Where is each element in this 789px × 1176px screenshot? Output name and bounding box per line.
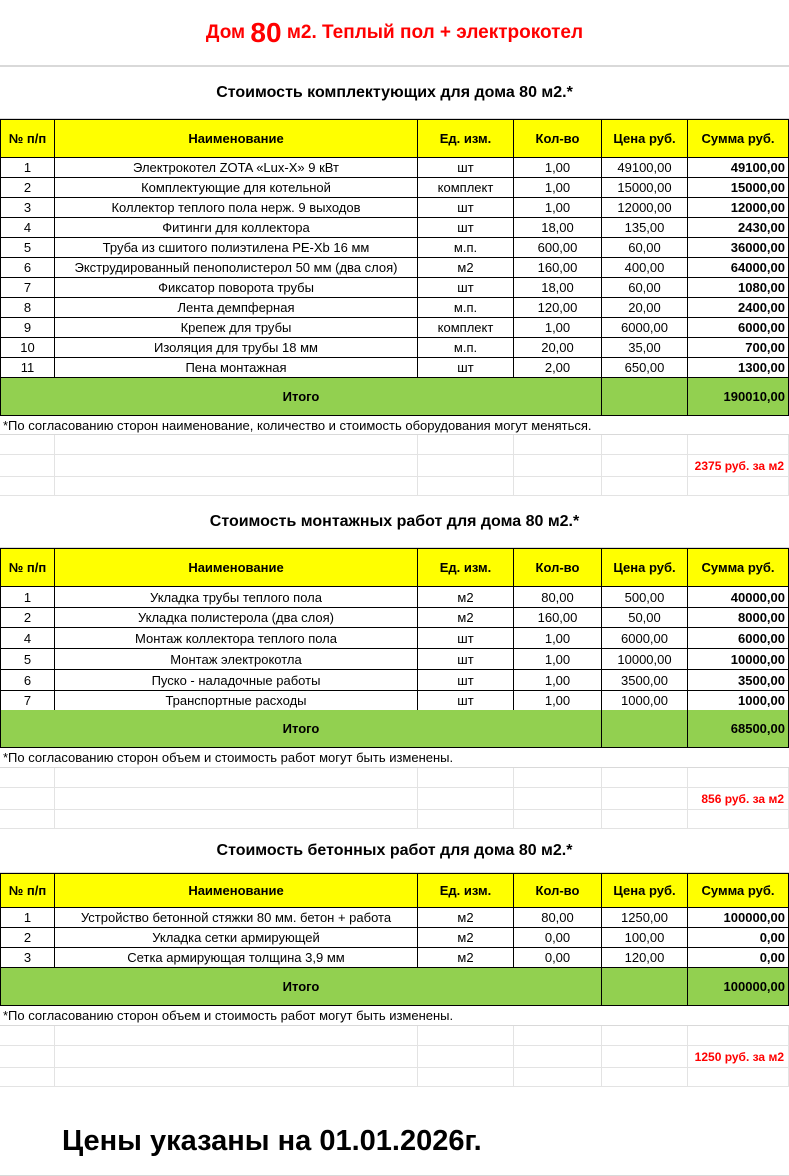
cell-qty: 18,00 bbox=[514, 218, 602, 238]
total-row bbox=[0, 710, 789, 748]
table-row bbox=[0, 178, 789, 198]
blank-cell bbox=[418, 1026, 514, 1046]
cell-qty: 120,00 bbox=[514, 298, 602, 318]
cell-price: 15000,00 bbox=[602, 178, 688, 198]
blank-cell bbox=[55, 477, 418, 496]
table-header bbox=[0, 873, 789, 908]
total-label: Итого bbox=[0, 378, 602, 416]
blank-cell bbox=[514, 1068, 602, 1087]
cell-qty: 2,00 bbox=[514, 358, 602, 378]
total-empty-cell bbox=[602, 968, 688, 1006]
cell-unit: шт bbox=[418, 628, 514, 649]
footnote: *По согласованию сторон объем и стоимость работ могут быть изменены. bbox=[0, 1006, 789, 1026]
price-date-note: Цены указаны на 01.01.2026г. bbox=[0, 1107, 789, 1176]
column-header-name: Наименование bbox=[55, 548, 418, 587]
table-row bbox=[0, 928, 789, 948]
cell-sum: 10000,00 bbox=[688, 649, 789, 670]
title-prefix: Дом bbox=[205, 21, 246, 43]
column-header-price: Цена руб. bbox=[602, 873, 688, 908]
blank-cell bbox=[55, 435, 418, 455]
cell-sum: 1000,00 bbox=[688, 691, 789, 711]
section-title: Стоимость монтажных работ для дома 80 м2.* bbox=[0, 496, 789, 548]
blank-cell bbox=[418, 435, 514, 455]
cell-unit: шт bbox=[418, 670, 514, 691]
blank-cell bbox=[602, 477, 688, 496]
footer-row bbox=[0, 1107, 789, 1176]
blank-cell bbox=[514, 455, 602, 477]
blank-cell bbox=[688, 768, 789, 788]
table-row bbox=[0, 338, 789, 358]
cell-name: Изоляция для трубы 18 мм bbox=[55, 338, 418, 358]
column-header-qty: Кол-во bbox=[514, 548, 602, 587]
cell-price: 100,00 bbox=[602, 928, 688, 948]
blank-cell bbox=[55, 1068, 418, 1087]
cell-unit: шт bbox=[418, 198, 514, 218]
per-m2-row bbox=[0, 788, 789, 810]
total-label: Итого bbox=[0, 968, 602, 1006]
cell-n: 3 bbox=[0, 198, 55, 218]
blank-cell bbox=[602, 788, 688, 810]
cell-qty: 1,00 bbox=[514, 670, 602, 691]
blank-cell bbox=[418, 810, 514, 829]
cell-sum: 1300,00 bbox=[688, 358, 789, 378]
cell-qty: 600,00 bbox=[514, 238, 602, 258]
cell-sum: 12000,00 bbox=[688, 198, 789, 218]
blank-cell bbox=[418, 768, 514, 788]
per-m2-price: 1250 руб. за м2 bbox=[688, 1046, 789, 1068]
cell-name: Фитинги для коллектора bbox=[55, 218, 418, 238]
cell-unit: м2 bbox=[418, 608, 514, 628]
table-header bbox=[0, 548, 789, 587]
blank-cell bbox=[602, 768, 688, 788]
cell-price: 1000,00 bbox=[602, 691, 688, 711]
blank-row bbox=[0, 1026, 789, 1046]
blank-cell bbox=[55, 810, 418, 829]
cell-sum: 15000,00 bbox=[688, 178, 789, 198]
cell-price: 650,00 bbox=[602, 358, 688, 378]
cell-unit: м.п. bbox=[418, 338, 514, 358]
cell-qty: 160,00 bbox=[514, 258, 602, 278]
table-row bbox=[0, 318, 789, 338]
cell-name: Крепеж для трубы bbox=[55, 318, 418, 338]
table-row bbox=[0, 587, 789, 608]
blank-cell bbox=[602, 1046, 688, 1068]
blank-cell bbox=[0, 477, 55, 496]
table-row bbox=[0, 278, 789, 298]
cell-qty: 1,00 bbox=[514, 318, 602, 338]
cell-name: Комплектующие для котельной bbox=[55, 178, 418, 198]
cell-unit: комплект bbox=[418, 318, 514, 338]
blank-row bbox=[0, 435, 789, 455]
total-empty-cell bbox=[602, 378, 688, 416]
cell-name: Монтаж коллектора теплого пола bbox=[55, 628, 418, 649]
blank-cell bbox=[602, 455, 688, 477]
table-row bbox=[0, 948, 789, 968]
table-row bbox=[0, 158, 789, 178]
cell-unit: шт bbox=[418, 691, 514, 711]
cell-qty: 1,00 bbox=[514, 628, 602, 649]
column-header-name: Наименование bbox=[55, 873, 418, 908]
blank-cell bbox=[0, 788, 55, 810]
blank-row bbox=[0, 1068, 789, 1087]
cell-sum: 0,00 bbox=[688, 948, 789, 968]
section-title-row bbox=[0, 829, 789, 873]
cell-qty: 1,00 bbox=[514, 178, 602, 198]
blank-cell bbox=[514, 435, 602, 455]
cell-qty: 1,00 bbox=[514, 649, 602, 670]
column-header-num: № п/п bbox=[0, 119, 55, 158]
column-header-sum: Сумма руб. bbox=[688, 119, 789, 158]
blank-cell bbox=[602, 1026, 688, 1046]
cell-name: Сетка армирующая толщина 3,9 мм bbox=[55, 948, 418, 968]
column-header-num: № п/п bbox=[0, 548, 55, 587]
section-title: Стоимость комплектующих для дома 80 м2.* bbox=[0, 66, 789, 119]
blank-cell bbox=[602, 1068, 688, 1087]
cell-unit: м.п. bbox=[418, 238, 514, 258]
column-header-sum: Сумма руб. bbox=[688, 873, 789, 908]
cell-unit: м2 bbox=[418, 587, 514, 608]
table-row bbox=[0, 258, 789, 278]
blank-row bbox=[0, 477, 789, 496]
cell-unit: м2 bbox=[418, 928, 514, 948]
total-label: Итого bbox=[0, 710, 602, 748]
column-header-num: № п/п bbox=[0, 873, 55, 908]
cell-name: Пуско - наладочные работы bbox=[55, 670, 418, 691]
table-row bbox=[0, 238, 789, 258]
cell-unit: комплект bbox=[418, 178, 514, 198]
blank-cell bbox=[55, 1026, 418, 1046]
cell-price: 60,00 bbox=[602, 278, 688, 298]
cell-n: 1 bbox=[0, 587, 55, 608]
column-header-unit: Ед. изм. bbox=[418, 119, 514, 158]
per-m2-price: 2375 руб. за м2 bbox=[688, 455, 789, 477]
cell-name: Укладка трубы теплого пола bbox=[55, 587, 418, 608]
cell-n: 7 bbox=[0, 691, 55, 711]
cell-sum: 36000,00 bbox=[688, 238, 789, 258]
footnote: *По согласованию сторон наименование, количество и стоимость оборудования могут меняться. bbox=[0, 416, 789, 435]
cell-n: 2 bbox=[0, 178, 55, 198]
table-row bbox=[0, 691, 789, 711]
blank-cell bbox=[55, 768, 418, 788]
cell-price: 10000,00 bbox=[602, 649, 688, 670]
total-sum: 190010,00 bbox=[688, 378, 789, 416]
cell-sum: 2400,00 bbox=[688, 298, 789, 318]
cell-n: 4 bbox=[0, 628, 55, 649]
cell-n: 1 bbox=[0, 908, 55, 928]
cell-qty: 1,00 bbox=[514, 158, 602, 178]
table-row bbox=[0, 628, 789, 649]
cell-n: 6 bbox=[0, 258, 55, 278]
cell-name: Коллектор теплого пола нерж. 9 выходов bbox=[55, 198, 418, 218]
blank-cell bbox=[514, 1046, 602, 1068]
cell-n: 2 bbox=[0, 608, 55, 628]
cell-n: 10 bbox=[0, 338, 55, 358]
blank-cell bbox=[55, 788, 418, 810]
blank-cell bbox=[602, 435, 688, 455]
blank-cell bbox=[514, 788, 602, 810]
blank-cell bbox=[688, 1068, 789, 1087]
cell-price: 3500,00 bbox=[602, 670, 688, 691]
blank-cell bbox=[55, 455, 418, 477]
cell-sum: 100000,00 bbox=[688, 908, 789, 928]
cell-qty: 1,00 bbox=[514, 198, 602, 218]
blank-cell bbox=[55, 1046, 418, 1068]
cell-name: Монтаж электрокотла bbox=[55, 649, 418, 670]
cell-price: 1250,00 bbox=[602, 908, 688, 928]
cell-price: 120,00 bbox=[602, 948, 688, 968]
cell-n: 8 bbox=[0, 298, 55, 318]
cell-name: Электрокотел ZOTA «Lux-X» 9 кВт bbox=[55, 158, 418, 178]
table-row bbox=[0, 218, 789, 238]
cell-price: 20,00 bbox=[602, 298, 688, 318]
cell-price: 6000,00 bbox=[602, 628, 688, 649]
blank-row bbox=[0, 768, 789, 788]
cell-price: 135,00 bbox=[602, 218, 688, 238]
blank-cell bbox=[418, 788, 514, 810]
blank-cell bbox=[688, 435, 789, 455]
cell-qty: 0,00 bbox=[514, 928, 602, 948]
cell-qty: 18,00 bbox=[514, 278, 602, 298]
blank-cell bbox=[688, 810, 789, 829]
cell-name: Труба из сшитого полиэтилена PE-Xb 16 мм bbox=[55, 238, 418, 258]
blank-cell bbox=[0, 455, 55, 477]
cell-sum: 1080,00 bbox=[688, 278, 789, 298]
blank-cell bbox=[0, 1068, 55, 1087]
cell-qty: 80,00 bbox=[514, 908, 602, 928]
cell-n: 5 bbox=[0, 649, 55, 670]
cell-name: Укладка сетки армирующей bbox=[55, 928, 418, 948]
cell-unit: шт bbox=[418, 278, 514, 298]
cell-sum: 2430,00 bbox=[688, 218, 789, 238]
cell-unit: шт bbox=[418, 158, 514, 178]
cell-name: Пена монтажная bbox=[55, 358, 418, 378]
section-title-row bbox=[0, 496, 789, 548]
cell-n: 6 bbox=[0, 670, 55, 691]
column-header-sum: Сумма руб. bbox=[688, 548, 789, 587]
cell-name: Лента демпферная bbox=[55, 298, 418, 318]
cell-qty: 80,00 bbox=[514, 587, 602, 608]
cell-name: Устройство бетонной стяжки 80 мм. бетон + работа bbox=[55, 908, 418, 928]
cell-n: 11 bbox=[0, 358, 55, 378]
cell-sum: 700,00 bbox=[688, 338, 789, 358]
cell-price: 50,00 bbox=[602, 608, 688, 628]
cell-unit: м2 bbox=[418, 908, 514, 928]
total-sum: 100000,00 bbox=[688, 968, 789, 1006]
blank-cell bbox=[602, 810, 688, 829]
cell-price: 500,00 bbox=[602, 587, 688, 608]
cell-price: 49100,00 bbox=[602, 158, 688, 178]
cell-sum: 40000,00 bbox=[688, 587, 789, 608]
blank-cell bbox=[514, 810, 602, 829]
cell-name: Экструдированный пенополистерол 50 мм (два слоя) bbox=[55, 258, 418, 278]
table-row bbox=[0, 198, 789, 218]
table-row bbox=[0, 649, 789, 670]
cell-sum: 6000,00 bbox=[688, 628, 789, 649]
total-sum: 68500,00 bbox=[688, 710, 789, 748]
cell-price: 60,00 bbox=[602, 238, 688, 258]
table-row bbox=[0, 670, 789, 691]
column-header-price: Цена руб. bbox=[602, 548, 688, 587]
blank-cell bbox=[0, 768, 55, 788]
blank-cell bbox=[688, 1026, 789, 1046]
cell-qty: 20,00 bbox=[514, 338, 602, 358]
per-m2-price: 856 руб. за м2 bbox=[688, 788, 789, 810]
cell-n: 9 bbox=[0, 318, 55, 338]
cell-unit: шт bbox=[418, 358, 514, 378]
title-number: 80 bbox=[250, 16, 282, 48]
table-row bbox=[0, 298, 789, 318]
column-header-name: Наименование bbox=[55, 119, 418, 158]
blank-cell bbox=[418, 1068, 514, 1087]
column-header-qty: Кол-во bbox=[514, 119, 602, 158]
table-row bbox=[0, 908, 789, 928]
column-header-unit: Ед. изм. bbox=[418, 548, 514, 587]
cell-sum: 49100,00 bbox=[688, 158, 789, 178]
cell-qty: 1,00 bbox=[514, 691, 602, 711]
total-row bbox=[0, 968, 789, 1006]
footnote: *По согласованию сторон объем и стоимость работ могут быть изменены. bbox=[0, 748, 789, 768]
note-row bbox=[0, 748, 789, 768]
cell-unit: м2 bbox=[418, 258, 514, 278]
cell-unit: м.п. bbox=[418, 298, 514, 318]
blank-cell bbox=[514, 477, 602, 496]
page-title bbox=[0, 0, 789, 66]
cell-unit: шт bbox=[418, 649, 514, 670]
blank-cell bbox=[418, 455, 514, 477]
cell-unit: шт bbox=[418, 218, 514, 238]
cell-sum: 3500,00 bbox=[688, 670, 789, 691]
section-title-row bbox=[0, 66, 789, 119]
note-row bbox=[0, 416, 789, 435]
cell-n: 1 bbox=[0, 158, 55, 178]
cell-name: Транспортные расходы bbox=[55, 691, 418, 711]
blank-cell bbox=[514, 1026, 602, 1046]
title-row bbox=[0, 0, 789, 66]
cell-price: 12000,00 bbox=[602, 198, 688, 218]
blank-cell bbox=[0, 1026, 55, 1046]
section-title: Стоимость бетонных работ для дома 80 м2.* bbox=[0, 829, 789, 873]
table-row bbox=[0, 608, 789, 628]
column-header-unit: Ед. изм. bbox=[418, 873, 514, 908]
cell-sum: 0,00 bbox=[688, 928, 789, 948]
cell-n: 7 bbox=[0, 278, 55, 298]
cell-qty: 0,00 bbox=[514, 948, 602, 968]
cell-sum: 6000,00 bbox=[688, 318, 789, 338]
note-row bbox=[0, 1006, 789, 1026]
cell-sum: 64000,00 bbox=[688, 258, 789, 278]
cell-unit: м2 bbox=[418, 948, 514, 968]
total-row bbox=[0, 378, 789, 416]
table-header bbox=[0, 119, 789, 158]
blank-cell bbox=[418, 1046, 514, 1068]
cell-n: 4 bbox=[0, 218, 55, 238]
cell-name: Фиксатор поворота трубы bbox=[55, 278, 418, 298]
total-empty-cell bbox=[602, 710, 688, 748]
blank-cell bbox=[514, 768, 602, 788]
per-m2-row bbox=[0, 1046, 789, 1068]
cell-n: 3 bbox=[0, 948, 55, 968]
cell-price: 6000,00 bbox=[602, 318, 688, 338]
title-suffix: м2. Теплый пол + электрокотел bbox=[286, 21, 584, 43]
cell-sum: 8000,00 bbox=[688, 608, 789, 628]
cell-qty: 160,00 bbox=[514, 608, 602, 628]
blank-cell bbox=[0, 1046, 55, 1068]
cell-n: 5 bbox=[0, 238, 55, 258]
blank-cell bbox=[0, 435, 55, 455]
cell-n: 2 bbox=[0, 928, 55, 948]
cell-price: 400,00 bbox=[602, 258, 688, 278]
blank-cell bbox=[0, 810, 55, 829]
table-row bbox=[0, 358, 789, 378]
blank-row bbox=[0, 810, 789, 829]
blank-cell bbox=[418, 477, 514, 496]
column-header-qty: Кол-во bbox=[514, 873, 602, 908]
cell-price: 35,00 bbox=[602, 338, 688, 358]
column-header-price: Цена руб. bbox=[602, 119, 688, 158]
cell-name: Укладка полистерола (два слоя) bbox=[55, 608, 418, 628]
blank-cell bbox=[688, 477, 789, 496]
per-m2-row bbox=[0, 455, 789, 477]
